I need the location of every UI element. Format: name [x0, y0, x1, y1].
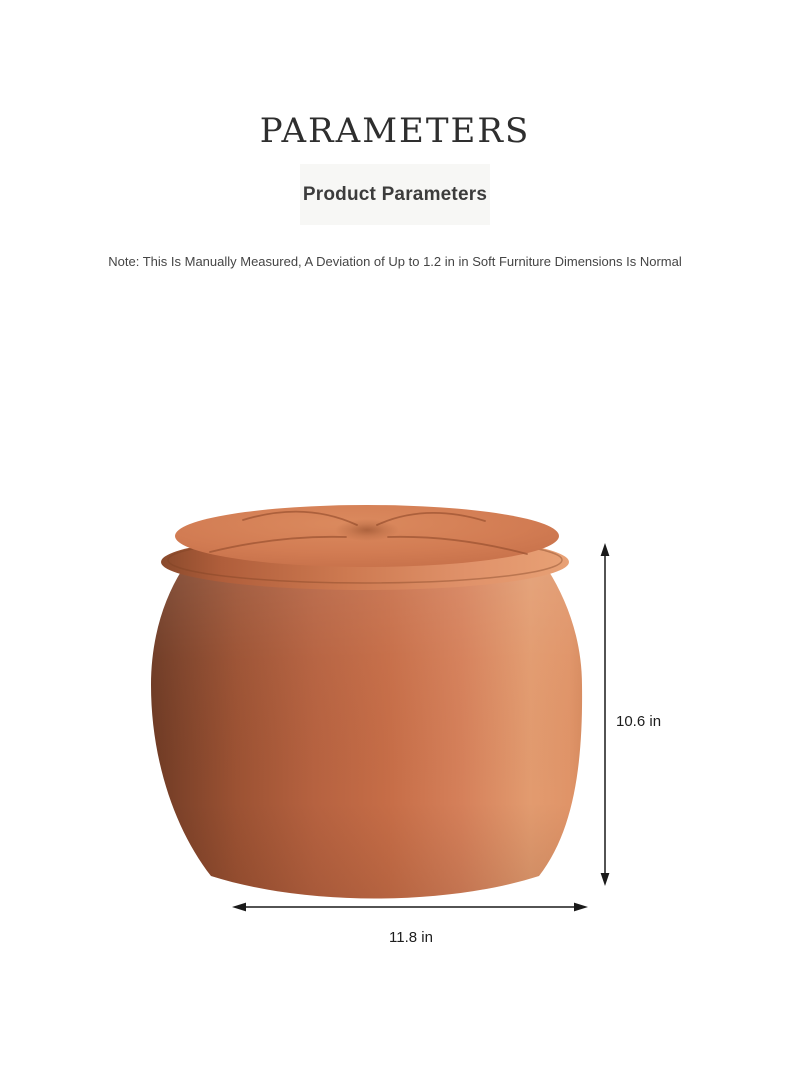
product-figure — [125, 480, 665, 975]
arrow-up-icon — [601, 543, 610, 556]
cushion-dimple — [335, 519, 399, 541]
height-dimension — [601, 543, 610, 886]
arrow-left-icon — [232, 903, 246, 912]
subtitle-row — [0, 164, 790, 225]
arrow-down-icon — [601, 873, 610, 886]
arrow-right-icon — [574, 903, 588, 912]
subtitle-box — [300, 164, 490, 225]
section-title: PARAMETERS — [259, 111, 531, 151]
width-label: 11.8 in — [389, 929, 433, 946]
subtitle: Product Parameters — [302, 183, 488, 205]
ottoman-image — [151, 505, 582, 899]
ottoman-body-shading — [151, 556, 582, 899]
width-dimension — [232, 903, 588, 912]
measurement-note: Note: This Is Manually Measured, A Deviation of Up to 1.2 in in Soft Furniture Dimensions Is Normal — [108, 254, 682, 269]
ottoman-dimension-diagram — [125, 480, 665, 975]
height-label: 10.6 in — [616, 713, 662, 730]
